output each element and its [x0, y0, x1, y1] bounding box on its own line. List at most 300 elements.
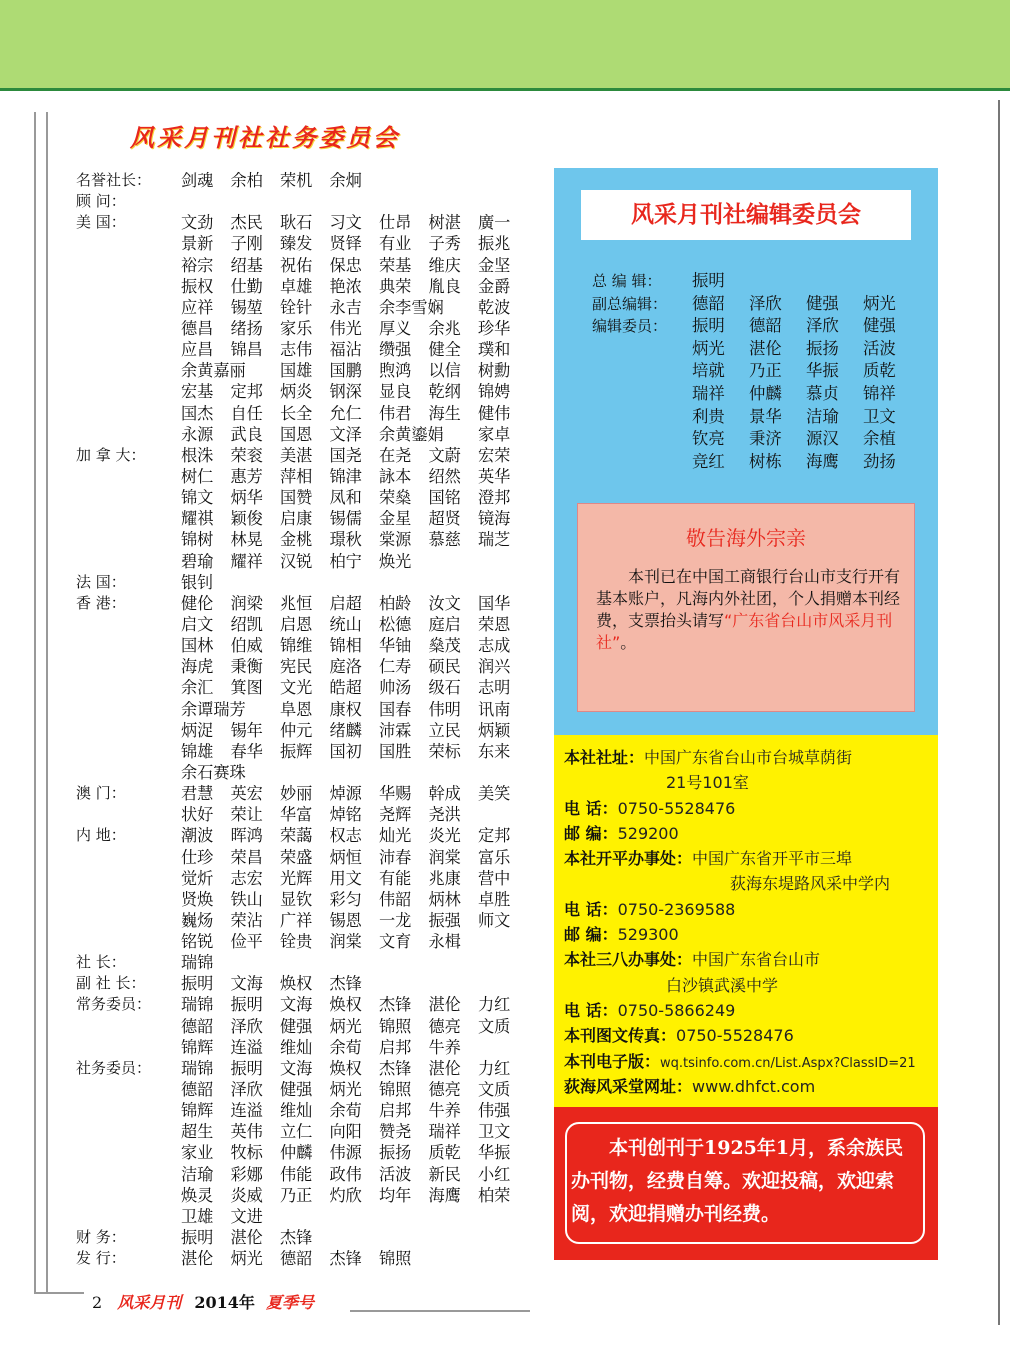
committee-row-label: 社 长： — [76, 953, 126, 972]
member-name: 君慧 — [181, 784, 214, 804]
contact-value: 中国广东省台山市台城草荫街 — [644, 748, 853, 767]
editor-name: 振扬 — [806, 338, 839, 358]
member-name: 维庆 — [428, 255, 461, 275]
member-name: 瑞锦 — [181, 995, 214, 1015]
member-name: 文海 — [280, 995, 313, 1015]
committee-row-label — [76, 487, 181, 508]
committee-row — [76, 233, 546, 254]
contact-label: 本社开平办事处： — [564, 849, 693, 869]
member-name: 瑞锦 — [181, 1058, 214, 1078]
committee-row — [76, 1079, 546, 1100]
committee-row — [76, 551, 546, 572]
member-name: 妙丽 — [280, 784, 313, 804]
member-name: 卓雄 — [280, 276, 313, 296]
member-name: 柏龄 — [379, 593, 412, 613]
member-name: 仲麟 — [280, 1143, 313, 1163]
committee-row — [76, 1227, 546, 1248]
editorial-row-label: 总 编 辑： — [592, 272, 662, 290]
member-name: 文海 — [280, 1058, 313, 1078]
committee-row-names — [181, 1206, 280, 1227]
editorial-row-names — [692, 293, 920, 316]
committee-row-label: 美 国： — [76, 213, 126, 232]
member-name: 光辉 — [280, 868, 313, 888]
contact-row — [564, 1023, 936, 1048]
committee-row — [76, 762, 546, 783]
committee-row-label — [76, 1185, 181, 1206]
committee-row — [76, 889, 546, 910]
committee-row — [76, 910, 546, 931]
committee-row-names — [181, 445, 528, 466]
member-name: 兆恒 — [280, 593, 313, 613]
member-name: 志成 — [478, 636, 511, 656]
member-name — [429, 297, 479, 318]
committee-row-names — [181, 1185, 528, 1206]
member-name: 振明 — [181, 1228, 214, 1248]
committee-row — [76, 1100, 546, 1121]
member-name: 永吉 — [329, 297, 362, 317]
member-name: 瑞祥 — [428, 1122, 461, 1142]
member-name: 余石赛珠 — [181, 762, 246, 782]
member-name: 湛伦 — [230, 1228, 263, 1248]
member-name: 焕权 — [329, 995, 362, 1015]
member-name: 荣让 — [230, 805, 263, 825]
member-name: 焕灵 — [181, 1185, 214, 1205]
committee-row — [76, 466, 546, 487]
member-name: 小红 — [478, 1164, 511, 1184]
member-name: 德亮 — [428, 1016, 461, 1036]
member-name: 金星 — [379, 509, 412, 529]
member-name: 绍然 — [428, 466, 461, 486]
member-name: 璞和 — [478, 340, 511, 360]
member-name: 炳光 — [329, 1080, 362, 1100]
member-name: 晖鸿 — [230, 826, 263, 846]
member-name: 荣藹 — [280, 826, 313, 846]
member-name: 锦树 — [181, 530, 214, 550]
member-name: 松德 — [379, 614, 412, 634]
member-name: 牧标 — [230, 1143, 263, 1163]
member-name — [231, 360, 281, 381]
contact-value: 中国广东省台山市 — [692, 950, 821, 970]
member-name: 余炯 — [329, 171, 362, 190]
member-name: 荣基 — [379, 255, 412, 275]
member-name — [429, 551, 479, 572]
notice-highlight: “广东省台山市风采月刊社” — [596, 611, 893, 652]
member-name: 文质 — [478, 1016, 511, 1036]
member-name: 质乾 — [428, 1143, 461, 1163]
contact-label: 邮 编： — [564, 823, 618, 843]
contact-row — [564, 770, 936, 795]
member-name: 启邦 — [379, 1037, 412, 1057]
editor-name: 德韶 — [749, 316, 782, 336]
member-name: 伟强 — [478, 1101, 511, 1121]
member-name: 一龙 — [379, 910, 412, 930]
editor-name: 仲麟 — [749, 383, 782, 403]
member-name: 锦文 — [181, 488, 214, 508]
committee-title: 风采月刊社社务委员会 — [130, 123, 400, 152]
member-name: 炳光 — [329, 1016, 362, 1036]
committee-row — [76, 360, 546, 381]
member-name: 景新 — [181, 234, 214, 254]
member-name: 余荀 — [329, 1101, 362, 1121]
committee-row-label — [76, 297, 181, 318]
member-name: 焕权 — [329, 1058, 362, 1078]
member-name: 春华 — [230, 741, 263, 761]
member-name: 泽欣 — [230, 1016, 263, 1036]
member-name: 德韶 — [181, 1080, 214, 1100]
member-name: 余汇 — [181, 678, 214, 698]
member-name: 根洙 — [181, 445, 214, 465]
committee-row-label — [76, 635, 181, 656]
member-name: 秉衡 — [230, 657, 263, 677]
committee-row-label — [76, 868, 181, 889]
member-name: 炳颖 — [478, 720, 511, 740]
member-name: 福沾 — [329, 340, 362, 360]
member-name: 棠源 — [379, 530, 412, 550]
contact-list — [564, 745, 936, 1099]
member-name: 振兆 — [478, 234, 511, 254]
member-name: 瑞锦 — [181, 953, 214, 973]
editor-name: 华振 — [806, 361, 839, 381]
member-name: 裕宗 — [181, 255, 214, 275]
editor-name: 质乾 — [863, 361, 896, 381]
notice-body — [596, 566, 901, 654]
committee-row-names — [181, 212, 528, 233]
member-name: 文海 — [230, 974, 263, 994]
page-footer — [92, 1290, 314, 1313]
member-name: 启超 — [329, 593, 362, 613]
contact-value: wq.tsinfo.com.cn/List.Aspx?ClassID=21 — [660, 1055, 916, 1071]
member-name: 润棠 — [329, 932, 362, 952]
committee-row-names — [181, 910, 528, 931]
member-name: 荣沾 — [230, 910, 263, 930]
member-name: 余谭瑞芳 — [181, 699, 246, 719]
editor-name: 海鹰 — [806, 451, 839, 471]
member-name: 庭启 — [428, 614, 461, 634]
committee-row-label — [76, 847, 181, 868]
editorial-row — [592, 451, 920, 474]
committee-row-label: 顾 问： — [76, 192, 126, 211]
member-name: 潮波 — [181, 826, 214, 846]
editorial-row-label: 编辑委员： — [592, 317, 668, 336]
committee-row-names — [181, 931, 528, 952]
committee-row — [76, 529, 546, 550]
committee-row-names — [181, 1248, 429, 1269]
member-name: 国初 — [329, 741, 362, 761]
committee-row — [76, 825, 546, 846]
committee-row — [76, 656, 546, 677]
member-name: 润梁 — [230, 593, 263, 613]
editorial-row-names — [692, 338, 920, 361]
member-name: 胤良 — [428, 276, 461, 296]
committee-row-names — [181, 170, 379, 191]
committee-row-label: 香 港： — [76, 593, 126, 612]
member-name: 富乐 — [478, 847, 511, 867]
member-name: 健全 — [428, 340, 461, 360]
committee-row-label — [76, 276, 181, 297]
committee-row — [76, 741, 546, 762]
notice-title: 敬告海外宗亲 — [686, 526, 806, 550]
editor-name: 钦亮 — [692, 429, 725, 449]
committee-row-names — [181, 1058, 528, 1079]
editorial-row-names — [692, 428, 920, 451]
editor-name: 振明 — [692, 316, 725, 336]
committee-row-label — [76, 233, 181, 254]
member-name: 海鹰 — [428, 1185, 461, 1205]
member-name: 艳浓 — [329, 276, 362, 296]
member-name: 尧洪 — [428, 805, 461, 825]
committee-row — [76, 1121, 546, 1142]
committee-row — [76, 572, 546, 593]
member-name: 绪扬 — [230, 318, 263, 338]
member-name: 颖俊 — [230, 509, 263, 529]
committee-row — [76, 677, 546, 698]
member-name: 国林 — [181, 636, 214, 656]
committee-row-label: 副 社 长： — [76, 974, 146, 993]
contact-row — [564, 897, 936, 922]
member-name: 硕民 — [428, 657, 461, 677]
member-name: 均年 — [379, 1185, 412, 1205]
member-name: 子秀 — [428, 234, 461, 254]
member-name: 铨贵 — [280, 932, 313, 952]
contact-label: 电 话： — [564, 899, 618, 919]
member-name: 习文 — [329, 213, 362, 233]
contact-value: 21号101室 — [666, 773, 749, 793]
editor-name: 振明 — [692, 271, 725, 290]
committee-row-names — [181, 276, 528, 297]
member-name: 锡年 — [230, 720, 263, 740]
member-name: 自任 — [230, 403, 263, 423]
contact-value: 0750-5866249 — [617, 1000, 736, 1020]
editorial-row-names — [692, 406, 920, 429]
member-name: 锦照 — [379, 1249, 412, 1269]
member-name: 柏荣 — [478, 1185, 511, 1205]
member-name: 剑魂 — [181, 171, 214, 190]
member-name: 炎光 — [428, 826, 461, 846]
committee-row-names — [181, 508, 528, 529]
committee-row-label — [76, 403, 181, 424]
member-name: 绍凯 — [230, 614, 263, 634]
committee-row-label: 法 国： — [76, 572, 126, 591]
notice-text: 本刊已在中国工商银行台山市支行开有基本账户，凡海内外社团，个人捐赠本刊经费，支票抬头请写 — [596, 567, 901, 630]
member-name: 健强 — [280, 1016, 313, 1036]
member-name: 荣恩 — [478, 614, 511, 634]
editorial-row — [592, 338, 920, 361]
committee-row-label — [76, 339, 181, 360]
issue-year: 2014年 — [194, 1293, 255, 1312]
member-name: 英宏 — [230, 784, 263, 804]
committee-row — [76, 381, 546, 402]
committee-row-label — [76, 466, 181, 487]
editorial-row-names — [692, 270, 749, 293]
issue-season: 夏季号 — [266, 1293, 315, 1312]
committee-row-names — [181, 1079, 528, 1100]
contact-row — [564, 871, 936, 896]
committee-row-label — [76, 804, 181, 825]
contact-row — [564, 796, 936, 821]
contact-row — [564, 1049, 936, 1074]
committee-row-names — [181, 868, 528, 889]
committee-row-label — [76, 1164, 181, 1185]
committee-row-names — [181, 994, 528, 1015]
committee-row-names — [181, 381, 528, 402]
member-name: 英华 — [478, 466, 511, 486]
member-name: 应昌 — [181, 340, 214, 360]
member-name — [478, 551, 528, 572]
member-name: 锦相 — [329, 636, 362, 656]
committee-row-names — [181, 1164, 528, 1185]
editor-name: 培就 — [692, 361, 725, 381]
committee-row-label — [76, 1100, 181, 1121]
member-name: 铭锐 — [181, 932, 214, 952]
committee-row-label — [76, 720, 181, 741]
committee-row — [76, 212, 546, 233]
member-name: 赞尧 — [379, 1122, 412, 1142]
committee-row-names — [181, 593, 528, 614]
member-name: 锡恩 — [329, 910, 362, 930]
member-name: 文光 — [280, 678, 313, 698]
member-name — [429, 424, 479, 445]
committee-row — [76, 614, 546, 635]
member-name: 统山 — [329, 614, 362, 634]
member-name: 焕光 — [379, 551, 412, 571]
contact-row — [564, 922, 936, 947]
member-name: 权志 — [329, 826, 362, 846]
committee-row — [76, 403, 546, 424]
member-name: 澄邦 — [478, 488, 511, 508]
committee-row — [76, 170, 546, 191]
committee-row-label — [76, 741, 181, 762]
committee-row-names — [181, 656, 528, 677]
contact-row — [564, 846, 936, 871]
member-name: 缵强 — [379, 340, 412, 360]
member-name: 仁寿 — [379, 657, 412, 677]
member-name: 厚义 — [379, 318, 412, 338]
contact-value: 中国广东省开平市三埠 — [692, 849, 853, 869]
member-name: 彩娜 — [230, 1164, 263, 1184]
member-name: 华赐 — [379, 784, 412, 804]
contact-value: 荻海东堤路风采中学内 — [730, 874, 891, 894]
committee-row — [76, 1248, 546, 1269]
member-name — [478, 804, 528, 825]
member-name: 彩匀 — [329, 889, 362, 909]
member-name: 炳华 — [230, 488, 263, 508]
member-name: 显钦 — [280, 889, 313, 909]
member-name: 煦鸿 — [379, 361, 412, 381]
committee-row-label — [76, 889, 181, 910]
committee-row-names — [181, 804, 528, 825]
member-name: 卫文 — [478, 1122, 511, 1142]
member-name: 德韶 — [280, 1249, 313, 1269]
member-name: 振明 — [230, 995, 263, 1015]
committee-row-label — [76, 656, 181, 677]
left-frame-foot — [34, 1292, 84, 1294]
member-name: 有业 — [379, 234, 412, 254]
member-name: 金坚 — [478, 255, 511, 275]
committee-row-label: 内 地： — [76, 826, 126, 845]
contact-row — [564, 821, 936, 846]
member-name: 耀祥 — [230, 551, 263, 571]
member-name: 文泽 — [329, 424, 362, 444]
editorial-row-label — [592, 428, 692, 451]
committee-row — [76, 994, 546, 1015]
contact-value: 529300 — [617, 925, 679, 945]
member-name: 立仁 — [280, 1122, 313, 1142]
editor-name: 炳光 — [692, 338, 725, 358]
committee-row — [76, 593, 546, 614]
member-name: 绍基 — [230, 255, 263, 275]
committee-row — [76, 720, 546, 741]
member-name: 锦照 — [379, 1080, 412, 1100]
contact-row — [564, 973, 936, 998]
member-name: 牛养 — [428, 1101, 461, 1121]
member-name: 营中 — [478, 868, 511, 888]
committee-row-names — [181, 762, 246, 783]
member-name: 国铭 — [428, 488, 461, 508]
committee-row — [76, 699, 546, 720]
member-name: 锦辉 — [181, 1101, 214, 1121]
member-name: 维灿 — [280, 1101, 313, 1121]
contact-label: 邮 编： — [564, 925, 618, 945]
contact-value: www.dhfct.com — [692, 1076, 816, 1096]
member-name: 焯源 — [329, 784, 362, 804]
committee-row — [76, 1164, 546, 1185]
contact-value: 529200 — [617, 823, 679, 843]
committee-row — [76, 635, 546, 656]
member-name: 伯威 — [230, 636, 263, 656]
member-name: 国赞 — [280, 488, 313, 508]
committee-row-names — [181, 424, 528, 445]
member-name: 超贤 — [428, 509, 461, 529]
member-name: 钢深 — [329, 382, 362, 402]
left-frame-line — [34, 112, 48, 1292]
member-name: 贤焕 — [181, 889, 214, 909]
committee-row-label — [76, 508, 181, 529]
contact-row — [564, 998, 936, 1023]
member-name: 仕珍 — [181, 847, 214, 867]
committee-row-label — [76, 931, 181, 952]
committee-row — [76, 508, 546, 529]
member-name: 文进 — [230, 1206, 263, 1226]
member-name: 子刚 — [230, 234, 263, 254]
editorial-row-names — [692, 315, 920, 338]
member-name: 文育 — [379, 932, 412, 952]
committee-row-names — [181, 1121, 528, 1142]
member-name: 政伟 — [329, 1164, 362, 1184]
committee-row — [76, 191, 546, 212]
member-name: 力红 — [478, 995, 511, 1015]
member-name: 东来 — [478, 741, 511, 761]
contact-value: 0750-2369588 — [617, 899, 736, 919]
member-name: 伟光 — [329, 318, 362, 338]
contact-row — [564, 745, 936, 770]
committee-row-names — [181, 1100, 528, 1121]
editorial-row — [592, 360, 920, 383]
committee-row-label — [76, 1016, 181, 1037]
member-name: 觉炘 — [181, 868, 214, 888]
bottom-frame-line — [350, 1310, 530, 1312]
editorial-row — [592, 315, 920, 338]
editorial-row-label — [592, 383, 692, 406]
member-name: 箕图 — [230, 678, 263, 698]
committee-row-names — [181, 529, 528, 550]
committee-row-label — [76, 381, 181, 402]
member-name: 启恩 — [280, 614, 313, 634]
member-name: 志宏 — [230, 868, 263, 888]
member-name: 俭平 — [230, 932, 263, 952]
editorial-row-label — [592, 451, 692, 474]
member-name: 伟君 — [379, 403, 412, 423]
member-name: 杰民 — [230, 213, 263, 233]
